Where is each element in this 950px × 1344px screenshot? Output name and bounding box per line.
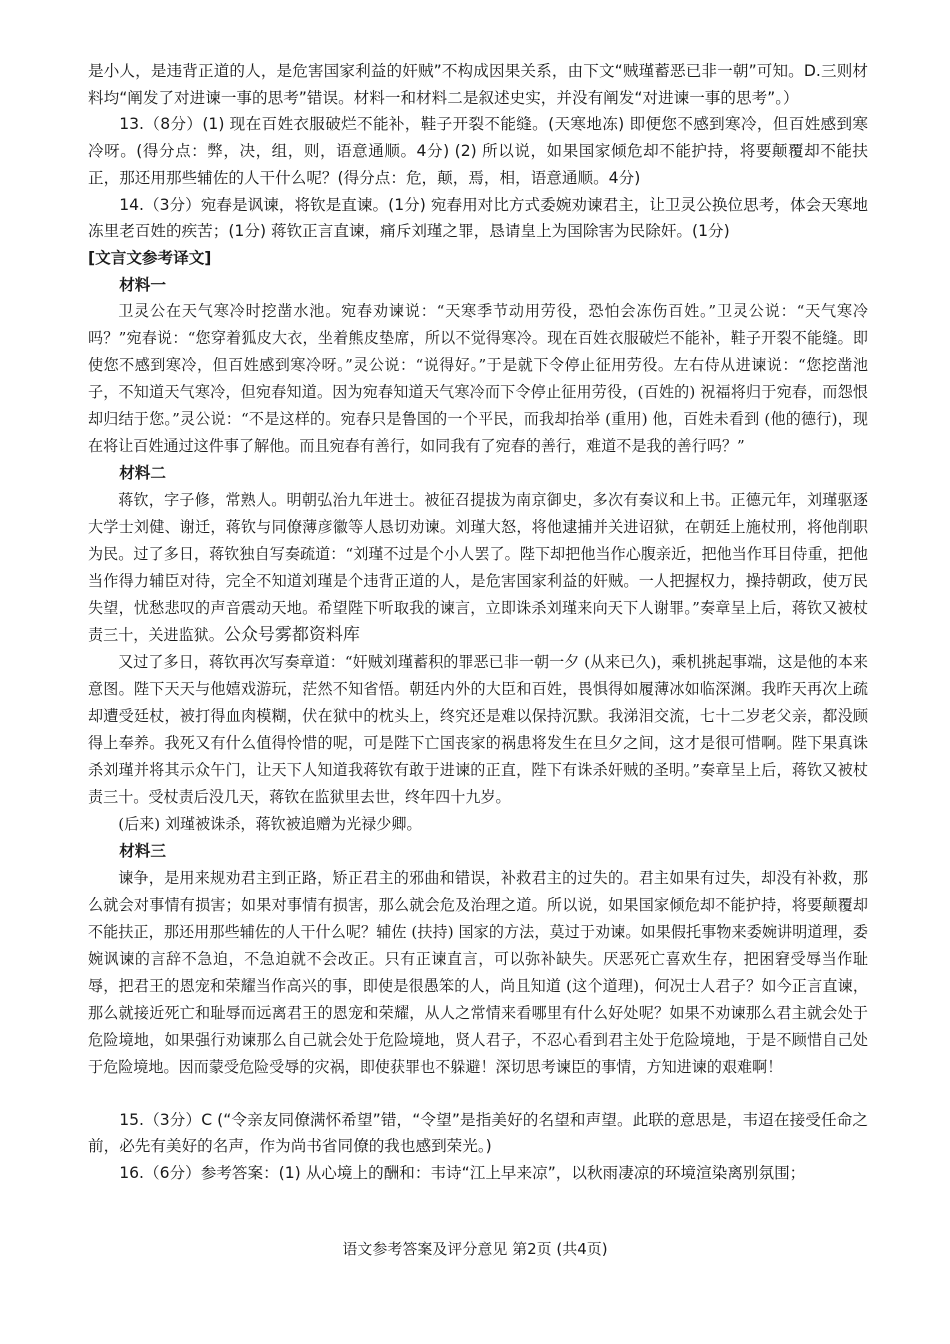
material-two-para-1-text: 蒋钦，字子修，常熟人。明朝弘治九年进士。被征召提拔为南京御史，多次有奏议和上书。正德元年，刘瑾驱逐大学士刘健、谢迁，蒋钦与同僚薄彦徽等人恳切劝谏。刘瑾大怒，将他逮捕并关进诏狱，在朝廷上施杖刑，将他削职为民。过了多日，蒋钦独自写奏疏道：“刘瑾不过是个小人罢了。陛下却把他当作心腹亲近，把他当作耳目侍重，把他当作得力辅臣对待，完全不知道刘瑾是个违背正道的人，是危害国家利益的奸贼。一人把握权力，操持朝政，使万民失望，忧愁悲叹的声音震动天地。希望陛下听取我的谏言，立即诛杀刘瑾来向天下人谢罪。”奏章呈上后，蒋钦又被杖责三十，关进监狱。 [88, 491, 868, 645]
material-three-title: 材料三 [119, 842, 166, 861]
material-two-para-1 [88, 487, 868, 649]
answer-q13: 13.（8分）(1) 现在百姓衣服破烂不能补，鞋子开裂不能缝。(天寒地冻) 即便您不感到寒冷，但百姓感到寒冷呀。(得分点：弊，决，组，则，语意通顺。4分) (2) 所以说，如果国家倾危却不能护持，将要颠覆却不能扶正，那还用那些辅佐的人干什么呢？(得分点：危，颠，焉，相，语意通顺。4分) [88, 115, 868, 187]
answer-q16: 16.（6分）参考答案：(1) 从心境上的酬和：韦诗“江上早来凉”，以秋雨凄凉的环境渲染离别氛围； [119, 1164, 806, 1183]
material-one-text: 卫灵公在天气寒冷时挖凿水池。宛春劝谏说：“天寒季节动用劳役，恐怕会冻伤百姓。”卫灵公说：“天气寒冷吗？”宛春说：“您穿着狐皮大衣，坐着熊皮垫席，所以不觉得寒冷。现在百姓衣服破烂不能补，鞋子开裂不能缝。即使您不感到寒冷，但百姓感到寒冷呀。”灵公说：“说得好。”于是就下令停止征用劳役。左右侍从进谏说：“您挖凿池子，不知道天气寒冷，但宛春知道。因为宛春知道天气寒冷而下令停止征用劳役，(百姓的) 祝福将归于宛春，而怨恨却归结于您。”灵公说：“不是这样的。宛春只是鲁国的一个平民，而我却抬举 (重用) 他，百姓未看到 (他的德行)，现在将让百姓通过这件事了解他。而且宛春有善行，如同我有了宛春的善行，难道不是我的善行吗？” [88, 302, 868, 456]
answer-q15: 15.（3分）C (“令亲友同僚满怀希望”错，“令望”是指美好的名望和声望。此联的意思是，韦迢在接受任命之前，必先有美好的名声，作为尚书省同僚的我也感到荣光。) [88, 1110, 868, 1156]
watermark-text: 公众号雾都资料库 [223, 625, 360, 646]
material-one-title: 材料一 [119, 275, 166, 294]
material-two-para-2: 又过了多日，蒋钦再次写奏章道：“奸贼刘瑾蓄积的罪恶已非一朝一夕 (从来已久)，乘机挑起事端，这是他的本来意图。陛下天天与他嬉戏游玩，茫然不知省悟。朝廷内外的大臣和百姓，畏惧得如履薄冰如临深渊。我昨天再次上疏却遭受廷杖，被打得血肉模糊，伏在狱中的枕头上，终究还是难以保持沉默。我涕泪交流，七十二岁老父亲，都没顾得上奉养。我死又有什么值得怜惜的呢，可是陛下亡国丧家的祸患将发生在旦夕之间，这才是很可惜啊。陛下果真诛杀刘瑾并将其示众午门，让天下人知道我蒋钦有敢于进谏的正直，陛下有诛杀奸贼的圣明。”奏章呈上后，蒋钦又被杖责三十。受杖责后没几天，蒋钦在监狱里去世，终年四十九岁。 [88, 653, 868, 807]
material-two-para-3: (后来) 刘瑾被诛杀，蒋钦被追赠为光禄少卿。 [118, 815, 422, 834]
material-two-title: 材料二 [119, 464, 166, 483]
section-spacer [88, 1081, 868, 1107]
answer-q14: 14.（3分）宛春是讽谏，将钦是直谏。(1分) 宛春用对比方式委婉劝谏君主，让卫灵公换位思考，体会天寒地冻里老百姓的疾苦；(1分) 蒋钦正言直谏，痛斥刘瑾之罪，恳请皇上为国除害为民除奸。(1分) [88, 195, 868, 241]
page-footer: 语文参考答案及评分意见 第2页 (共4页) [342, 1240, 608, 1258]
material-three-text: 谏争，是用来规劝君主到正路，矫正君主的邪曲和错误，补救君主的过失的。君主如果有过失，却没有补救，那么就会对事情有损害；如果对事情有损害，那么就会危及治理之道。所以说，如果国家倾危却不能护持，将要颠覆却不能扶正，那还用那些辅佐的人干什么呢？辅佐 (扶持) 国家的方法，莫过于劝谏。如果假托事物来委婉讲明道理，委婉讽谏的言辞不急迫，不急迫就不会改正。只有正谏直言，可以弥补缺失。厌恶死亡喜欢生存，把困窘受辱当作耻辱，把君王的恩宠和荣耀当作高兴的事，即使是很愚笨的人，尚且知道 (这个道理)，何况士人君子？如今正言直谏，那么就接近死亡和耻辱而远离君王的恩宠和荣耀，从人之常情来看哪里有什么好处呢？如果不劝谏那么君主就会处于危险境地，如果强行劝谏那么自己就会处于危险境地，贤人君子，不忍心看到君主处于危险境地，于是不顾惜自己处于危险境地。因而蒙受危险受辱的灾祸，即使获罪也不躲避！深切思考谏臣的事情，方知进谏的艰难啊！ [88, 868, 868, 1076]
answer-continuation: 是小人，是违背正道的人，是危害国家利益的奸贼”不构成因果关系，由下文“贼瑾蓄恶已非一朝”可知。D.三则材料均“阐发了对进谏一事的思考”错误。材料一和材料二是叙述史实，并没有阐发“对进谏一事的思考”。） [88, 62, 868, 107]
translation-heading: [文言文参考译文] [88, 248, 212, 267]
answer-page [88, 58, 868, 1187]
